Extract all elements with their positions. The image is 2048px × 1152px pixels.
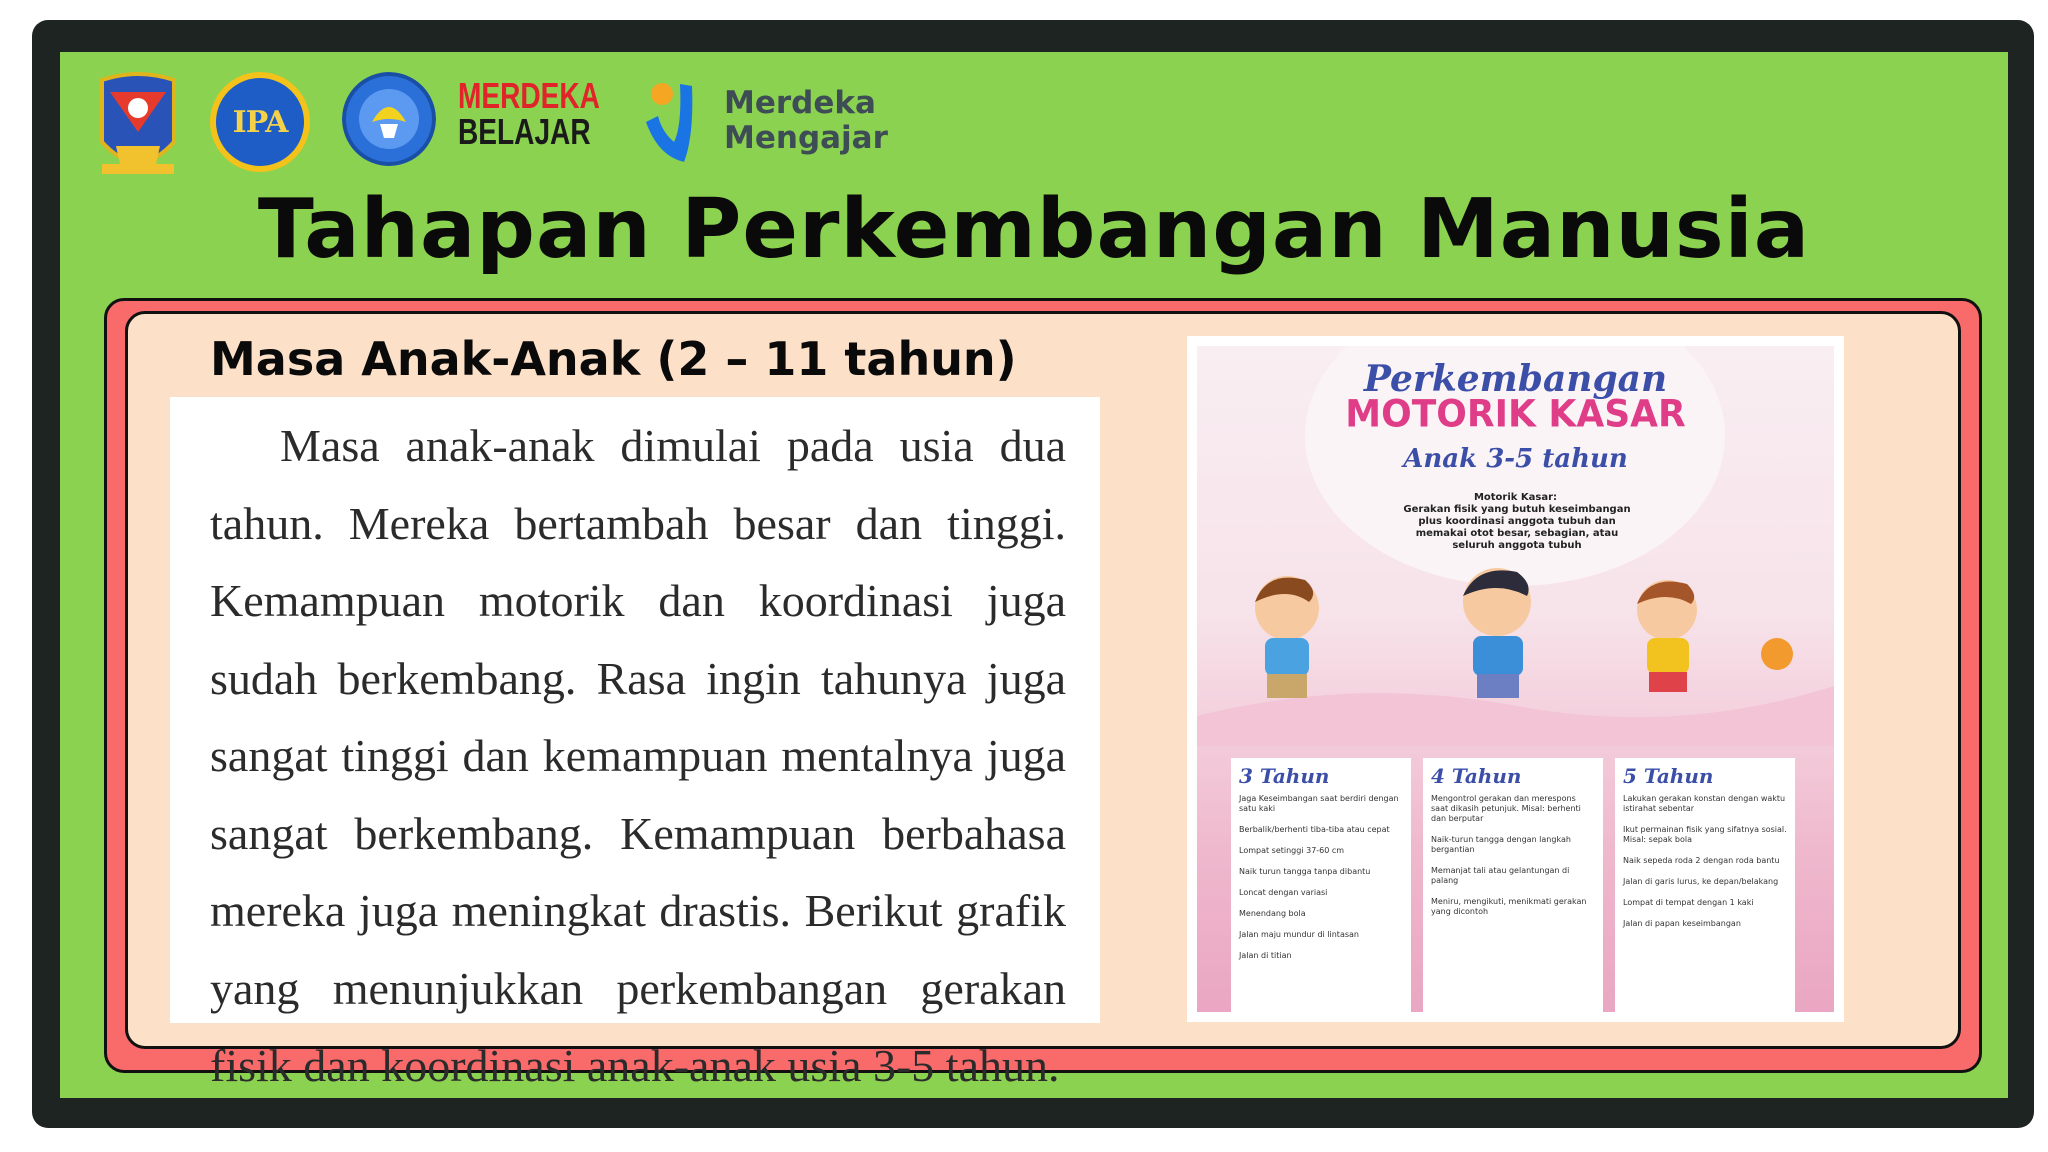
content-panel-inner	[125, 311, 1961, 1091]
poster-script-title: Perkembangan	[1363, 358, 1668, 400]
card-5-item: Jalan di garis lurus, ke depan/belakang	[1623, 877, 1779, 886]
kid-2-pants	[1477, 674, 1519, 698]
card-4-item: Mengontrol gerakan dan merespons saat dikasih petunjuk. Misal: berhenti dan berputar	[1431, 794, 1581, 823]
card-4-tahun	[1423, 758, 1603, 1012]
merdeka-mengajar-logo-text	[724, 86, 888, 156]
kid-3-pants	[1649, 672, 1687, 692]
card-3-item: Menendang bola	[1239, 909, 1306, 918]
card-4-item: Naik-turun tangga dengan langkah bergantian	[1431, 835, 1571, 854]
card-3-item: Berbalik/berhenti tiba-tiba atau cepat	[1239, 825, 1390, 834]
card-3-item: Jalan di titian	[1239, 951, 1292, 960]
poster-script-subtitle: Anak 3-5 tahun	[1403, 444, 1628, 474]
kid-2-shirt	[1473, 636, 1523, 676]
poster-headline: MOTORIK KASAR	[1345, 392, 1686, 437]
tut-wuri-handayani-logo	[342, 72, 436, 166]
card-5-item: Lakukan gerakan konstan dengan waktu istirahat sebentar	[1623, 794, 1786, 813]
slide-frame	[32, 20, 2034, 1128]
card-3-item: Jaga Keseimbangan saat berdiri dengan satu kaki	[1239, 794, 1399, 813]
card-4-tahun-title: 4 Tahun	[1431, 764, 1522, 788]
merdeka-belajar-line1: MERDEKA	[458, 75, 600, 116]
card-3-item: Jalan maju mundur di lintasan	[1239, 930, 1359, 939]
basketball-icon	[1761, 638, 1793, 670]
merdeka-mengajar-logo-mark	[640, 76, 700, 172]
card-4-item: Meniru, mengikuti, menikmati gerakan yang dicontoh	[1431, 897, 1587, 916]
slide	[60, 52, 2008, 1098]
ipa-logo-text: IPA	[232, 104, 288, 140]
card-5-tahun	[1615, 758, 1795, 1012]
slide-title: Tahapan Perkembangan Manusia	[257, 182, 1811, 277]
kid-1-shirt	[1265, 638, 1309, 676]
paragraph-text: Masa anak-anak dimulai pada usia dua tahun. Mereka bertambah besar dan tinggi. Kemampuan motorik dan koordinasi juga sudah berkembang. Rasa ingin tahunya juga sangat tinggi dan kemampuan mentalnya juga sangat berkembang. Kemampuan berbahasa mereka juga meningkat drastis. Berikut grafik yang menunjukkan perkembangan gerakan fisik dan koordinasi anak-anak usia 3-5 tahun.	[210, 420, 1066, 1091]
ipa-logo	[210, 72, 310, 172]
poster-definition: Gerakan fisik yang butuh keseimbangan plus koordinasi anggota tubuh dan memakai otot besar, sebagian, atau seluruh anggota tubuh	[1403, 504, 1631, 551]
kids-illustration	[1197, 566, 1834, 746]
merdeka-mengajar-line2: Mengajar	[724, 120, 888, 156]
content-panel	[104, 298, 1982, 1091]
card-3-tahun-title: 3 Tahun	[1239, 764, 1330, 788]
card-5-tahun-title: 5 Tahun	[1623, 764, 1714, 788]
card-5-item: Naik sepeda roda 2 dengan roda bantu	[1623, 856, 1780, 865]
merdeka-belajar-logo	[458, 75, 600, 158]
card-5-item: Ikut permainan fisik yang sifatnya sosial. Misal: sepak bola	[1623, 825, 1787, 844]
card-5-item: Lompat di tempat dengan 1 kaki	[1623, 898, 1754, 907]
kid-3-shirt	[1647, 638, 1689, 674]
merdeka-mengajar-line1: Merdeka	[724, 85, 876, 121]
card-3-tahun	[1231, 758, 1411, 1012]
card-3-item: Lompat setinggi 37-60 cm	[1239, 846, 1345, 855]
paragraph-box	[170, 397, 1100, 1091]
motorik-kasar-poster	[1187, 336, 1844, 1022]
section-subtitle: Masa Anak-Anak (2 – 11 tahun)	[210, 332, 1017, 386]
kid-1-pants	[1267, 674, 1307, 698]
card-3-item: Naik turun tangga tanpa dibantu	[1239, 867, 1371, 876]
card-5-item: Jalan di papan keseimbangan	[1623, 919, 1741, 928]
poster-definition-title: Motorik Kasar:	[1473, 492, 1558, 503]
school-seal-logo	[96, 72, 180, 178]
poster-background	[1197, 346, 1834, 1012]
card-3-item: Loncat dengan variasi	[1239, 888, 1328, 897]
card-4-item: Memanjat tali atau gelantungan di palang	[1431, 866, 1570, 885]
merdeka-belajar-line2: BELAJAR	[458, 111, 591, 152]
